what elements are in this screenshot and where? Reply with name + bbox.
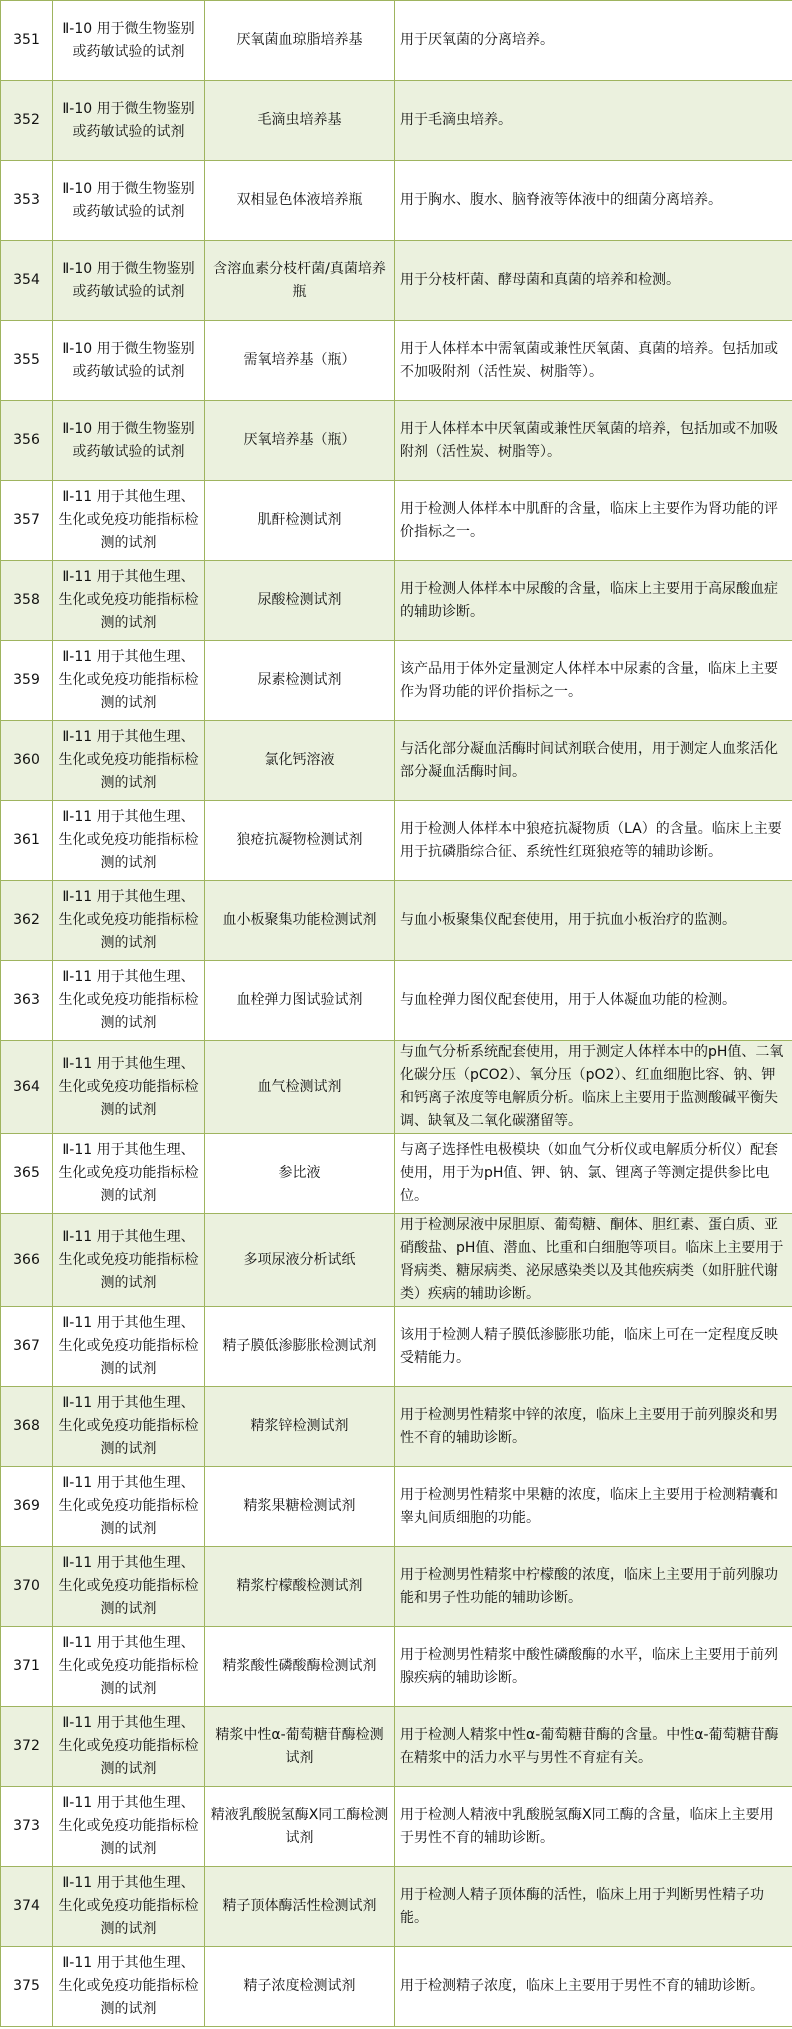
row-intended-use: 用于检测人精液中乳酸脱氢酶X同工酶的含量，临床上主要用于男性不育的辅助诊断。: [395, 1787, 792, 1867]
row-product-name: 血栓弹力图试验试剂: [205, 961, 395, 1041]
table-row: [1, 1947, 792, 2027]
row-intended-use: 与活化部分凝血活酶时间试剂联合使用，用于测定人血浆活化部分凝血活酶时间。: [395, 721, 792, 801]
row-product-name: 双相显色体液培养瓶: [205, 161, 395, 241]
row-category: Ⅱ-11 用于其他生理、生化或免疫功能指标检测的试剂: [53, 1787, 205, 1867]
row-number: 355: [1, 321, 53, 401]
row-intended-use: 用于检测人精子顶体酶的活性，临床上用于判断男性精子功能。: [395, 1867, 792, 1947]
table-row: [1, 1041, 792, 1134]
row-category: Ⅱ-11 用于其他生理、生化或免疫功能指标检测的试剂: [53, 1627, 205, 1707]
row-number: 367: [1, 1307, 53, 1387]
row-product-name: 肌酐检测试剂: [205, 481, 395, 561]
row-category: Ⅱ-11 用于其他生理、生化或免疫功能指标检测的试剂: [53, 1467, 205, 1547]
row-category: Ⅱ-11 用于其他生理、生化或免疫功能指标检测的试剂: [53, 801, 205, 881]
row-product-name: 精液乳酸脱氢酶X同工酶检测试剂: [205, 1787, 395, 1867]
row-category: Ⅱ-11 用于其他生理、生化或免疫功能指标检测的试剂: [53, 1041, 205, 1134]
row-product-name: 精浆果糖检测试剂: [205, 1467, 395, 1547]
table-row: [1, 241, 792, 321]
row-intended-use: 用于检测男性精浆中酸性磷酸酶的水平，临床上主要用于前列腺疾病的辅助诊断。: [395, 1627, 792, 1707]
row-intended-use: 用于检测人体样本中肌酐的含量，临床上主要作为肾功能的评价指标之一。: [395, 481, 792, 561]
row-intended-use: 与血栓弹力图仪配套使用，用于人体凝血功能的检测。: [395, 961, 792, 1041]
row-intended-use: 用于人体样本中厌氧菌或兼性厌氧菌的培养，包括加或不加吸附剂（活性炭、树脂等）。: [395, 401, 792, 481]
row-category: Ⅱ-10 用于微生物鉴别或药敏试验的试剂: [53, 1, 205, 81]
row-product-name: 尿酸检测试剂: [205, 561, 395, 641]
row-category: Ⅱ-11 用于其他生理、生化或免疫功能指标检测的试剂: [53, 641, 205, 721]
table-row: [1, 81, 792, 161]
row-intended-use: 用于检测尿液中尿胆原、葡萄糖、酮体、胆红素、蛋白质、亚硝酸盐、pH值、潜血、比重和白细胞等项目。临床上主要用于肾病类、糖尿病类、泌尿感染类以及其他疾病类（如肝脏代谢类）疾病的辅助诊断。: [395, 1214, 792, 1307]
row-intended-use: 用于检测人体样本中狼疮抗凝物质（LA）的含量。临床上主要用于抗磷脂综合征、系统性红斑狼疮等的辅助诊断。: [395, 801, 792, 881]
row-intended-use: 用于人体样本中需氧菌或兼性厌氧菌、真菌的培养。包括加或不加吸附剂（活性炭、树脂等）。: [395, 321, 792, 401]
row-product-name: 精子膜低渗膨胀检测试剂: [205, 1307, 395, 1387]
row-product-name: 毛滴虫培养基: [205, 81, 395, 161]
table-row: [1, 1547, 792, 1627]
row-number: 375: [1, 1947, 53, 2027]
row-intended-use: 用于检测男性精浆中锌的浓度，临床上主要用于前列腺炎和男性不育的辅助诊断。: [395, 1387, 792, 1467]
row-product-name: 精浆中性α-葡萄糖苷酶检测试剂: [205, 1707, 395, 1787]
row-category: Ⅱ-11 用于其他生理、生化或免疫功能指标检测的试剂: [53, 881, 205, 961]
row-product-name: 氯化钙溶液: [205, 721, 395, 801]
table-row: [1, 561, 792, 641]
row-number: 363: [1, 961, 53, 1041]
row-category: Ⅱ-11 用于其他生理、生化或免疫功能指标检测的试剂: [53, 1307, 205, 1387]
row-product-name: 参比液: [205, 1134, 395, 1214]
row-product-name: 精浆酸性磷酸酶检测试剂: [205, 1627, 395, 1707]
table-row: [1, 961, 792, 1041]
row-product-name: 精浆柠檬酸检测试剂: [205, 1547, 395, 1627]
row-number: 370: [1, 1547, 53, 1627]
row-number: 369: [1, 1467, 53, 1547]
row-category: Ⅱ-11 用于其他生理、生化或免疫功能指标检测的试剂: [53, 961, 205, 1041]
row-intended-use: 用于厌氧菌的分离培养。: [395, 1, 792, 81]
row-intended-use: 用于检测精子浓度，临床上主要用于男性不育的辅助诊断。: [395, 1947, 792, 2027]
table-row: [1, 801, 792, 881]
row-number: 361: [1, 801, 53, 881]
row-intended-use: 该产品用于体外定量测定人体样本中尿素的含量，临床上主要作为肾功能的评价指标之一。: [395, 641, 792, 721]
row-intended-use: 用于检测男性精浆中柠檬酸的浓度，临床上主要用于前列腺功能和男子性功能的辅助诊断。: [395, 1547, 792, 1627]
row-product-name: 尿素检测试剂: [205, 641, 395, 721]
row-category: Ⅱ-11 用于其他生理、生化或免疫功能指标检测的试剂: [53, 1214, 205, 1307]
row-number: 373: [1, 1787, 53, 1867]
table-row: [1, 1214, 792, 1307]
row-number: 368: [1, 1387, 53, 1467]
row-category: Ⅱ-10 用于微生物鉴别或药敏试验的试剂: [53, 401, 205, 481]
row-category: Ⅱ-10 用于微生物鉴别或药敏试验的试剂: [53, 321, 205, 401]
table-row: [1, 1, 792, 81]
row-intended-use: 该用于检测人精子膜低渗膨胀功能，临床上可在一定程度反映受精能力。: [395, 1307, 792, 1387]
table-row: [1, 481, 792, 561]
row-category: Ⅱ-11 用于其他生理、生化或免疫功能指标检测的试剂: [53, 1947, 205, 2027]
row-category: Ⅱ-11 用于其他生理、生化或免疫功能指标检测的试剂: [53, 1707, 205, 1787]
row-product-name: 精浆锌检测试剂: [205, 1387, 395, 1467]
table-row: [1, 1307, 792, 1387]
row-product-name: 含溶血素分枝杆菌/真菌培养瓶: [205, 241, 395, 321]
table-row: [1, 1787, 792, 1867]
row-category: Ⅱ-11 用于其他生理、生化或免疫功能指标检测的试剂: [53, 1134, 205, 1214]
table-row: [1, 401, 792, 481]
row-product-name: 需氧培养基（瓶）: [205, 321, 395, 401]
row-intended-use: 用于检测人体样本中尿酸的含量，临床上主要用于高尿酸血症的辅助诊断。: [395, 561, 792, 641]
row-product-name: 厌氧菌血琼脂培养基: [205, 1, 395, 81]
row-category: Ⅱ-11 用于其他生理、生化或免疫功能指标检测的试剂: [53, 721, 205, 801]
row-number: 358: [1, 561, 53, 641]
table-row: [1, 321, 792, 401]
table-row: [1, 1867, 792, 1947]
row-number: 364: [1, 1041, 53, 1134]
row-number: 357: [1, 481, 53, 561]
row-product-name: 血气检测试剂: [205, 1041, 395, 1134]
table-row: [1, 1627, 792, 1707]
row-category: Ⅱ-11 用于其他生理、生化或免疫功能指标检测的试剂: [53, 561, 205, 641]
row-number: 362: [1, 881, 53, 961]
row-intended-use: 与血小板聚集仪配套使用，用于抗血小板治疗的监测。: [395, 881, 792, 961]
table-body: [1, 1, 792, 2027]
row-product-name: 精子顶体酶活性检测试剂: [205, 1867, 395, 1947]
row-category: Ⅱ-11 用于其他生理、生化或免疫功能指标检测的试剂: [53, 481, 205, 561]
row-number: 351: [1, 1, 53, 81]
row-product-name: 厌氧培养基（瓶）: [205, 401, 395, 481]
row-intended-use: 用于毛滴虫培养。: [395, 81, 792, 161]
row-category: Ⅱ-10 用于微生物鉴别或药敏试验的试剂: [53, 81, 205, 161]
row-intended-use: 与离子选择性电极模块（如血气分析仪或电解质分析仪）配套使用，用于为pH值、钾、钠、氯、锂离子等测定提供参比电位。: [395, 1134, 792, 1214]
row-category: Ⅱ-10 用于微生物鉴别或药敏试验的试剂: [53, 161, 205, 241]
row-number: 366: [1, 1214, 53, 1307]
table-row: [1, 641, 792, 721]
table-row: [1, 1134, 792, 1214]
table-row: [1, 1707, 792, 1787]
row-number: 352: [1, 81, 53, 161]
table-row: [1, 881, 792, 961]
row-intended-use: 用于胸水、腹水、脑脊液等体液中的细菌分离培养。: [395, 161, 792, 241]
row-category: Ⅱ-11 用于其他生理、生化或免疫功能指标检测的试剂: [53, 1547, 205, 1627]
row-intended-use: 用于检测男性精浆中果糖的浓度，临床上主要用于检测精囊和睾丸间质细胞的功能。: [395, 1467, 792, 1547]
table-row: [1, 1387, 792, 1467]
row-number: 372: [1, 1707, 53, 1787]
row-number: 356: [1, 401, 53, 481]
row-intended-use: 与血气分析系统配套使用，用于测定人体样本中的pH值、二氧化碳分压（pCO2）、氧分压（pO2）、红血细胞比容、钠、钾和钙离子浓度等电解质分析。临床上主要用于监测酸碱平衡失调、缺氧及二氧化碳潴留等。: [395, 1041, 792, 1134]
row-product-name: 血小板聚集功能检测试剂: [205, 881, 395, 961]
row-number: 359: [1, 641, 53, 721]
row-intended-use: 用于分枝杆菌、酵母菌和真菌的培养和检测。: [395, 241, 792, 321]
table-row: [1, 161, 792, 241]
row-product-name: 精子浓度检测试剂: [205, 1947, 395, 2027]
row-number: 354: [1, 241, 53, 321]
table-row: [1, 1467, 792, 1547]
row-category: Ⅱ-11 用于其他生理、生化或免疫功能指标检测的试剂: [53, 1387, 205, 1467]
row-number: 365: [1, 1134, 53, 1214]
row-number: 353: [1, 161, 53, 241]
row-number: 360: [1, 721, 53, 801]
row-product-name: 多项尿液分析试纸: [205, 1214, 395, 1307]
row-category: Ⅱ-11 用于其他生理、生化或免疫功能指标检测的试剂: [53, 1867, 205, 1947]
table-row: [1, 721, 792, 801]
row-product-name: 狼疮抗凝物检测试剂: [205, 801, 395, 881]
row-number: 371: [1, 1627, 53, 1707]
row-category: Ⅱ-10 用于微生物鉴别或药敏试验的试剂: [53, 241, 205, 321]
row-intended-use: 用于检测人精浆中性α-葡萄糖苷酶的含量。中性α-葡萄糖苷酶在精浆中的活力水平与男性不育症有关。: [395, 1707, 792, 1787]
row-number: 374: [1, 1867, 53, 1947]
